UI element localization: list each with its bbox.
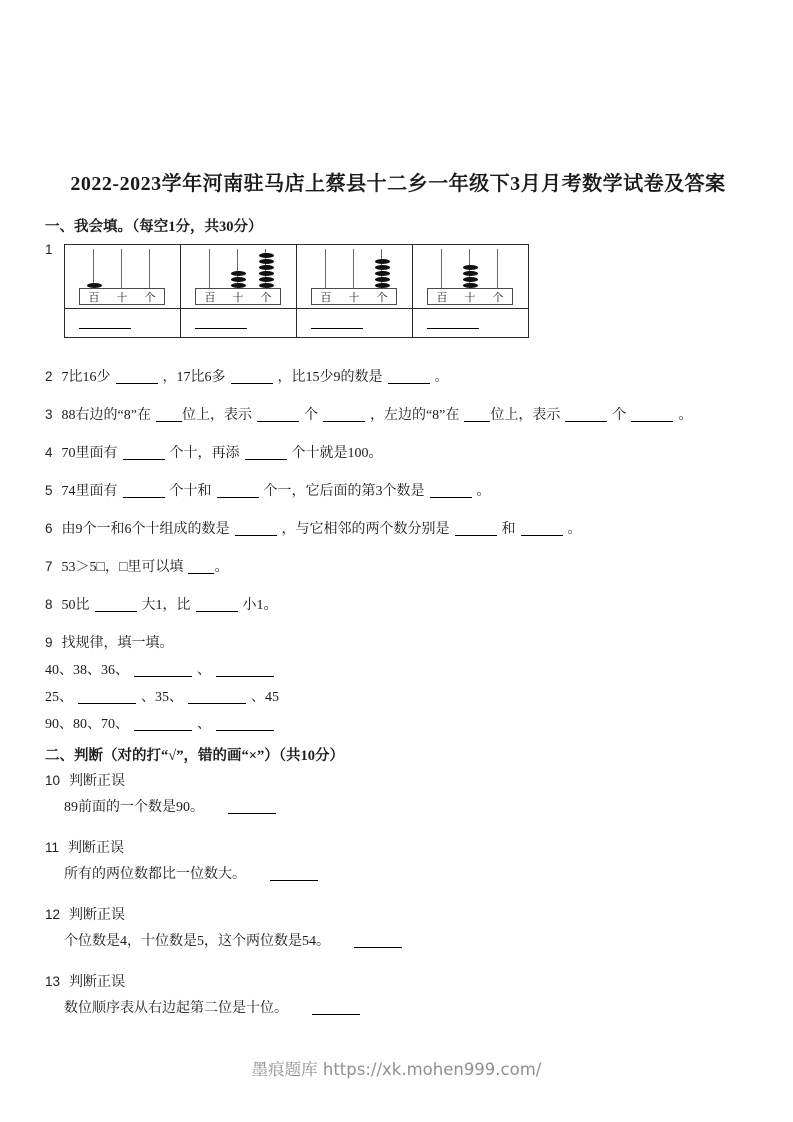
question-4 <box>45 445 751 462</box>
abacus-bead <box>375 265 390 270</box>
question-text: 。 <box>214 560 229 575</box>
statement-text: 数位顺序表从右边起第二位是十位。 <box>64 1001 288 1016</box>
question-11-number: 11 <box>45 840 60 855</box>
answer-blank <box>245 447 287 460</box>
question-13 <box>45 974 751 1017</box>
judge-head <box>45 773 751 790</box>
question-text: 个十就是100。 <box>291 446 383 461</box>
answer-blank <box>235 523 277 536</box>
abacus-place-labels <box>311 288 397 305</box>
answer-blank <box>427 316 479 329</box>
judge-statement <box>45 800 751 816</box>
question-6-number: 6 <box>45 521 53 536</box>
question-text: 小1。 <box>242 598 278 613</box>
question-4-number: 4 <box>45 445 53 460</box>
answer-blank <box>216 664 274 677</box>
abacus-bead <box>463 277 478 282</box>
place-label: 百 <box>204 291 216 304</box>
abacus-place-labels <box>79 288 165 305</box>
question-text: 找规律，填一填。 <box>61 636 174 651</box>
answer-blank <box>231 371 273 384</box>
abacus-cell-3 <box>296 245 412 309</box>
sequence-3 <box>45 717 751 733</box>
question-text: 由9个一和6个十组成的数是 <box>61 522 230 537</box>
answer-blank <box>388 371 430 384</box>
abacus-table <box>64 244 529 338</box>
sequence-2 <box>45 690 751 706</box>
judge-statement <box>45 934 751 950</box>
answer-blank <box>195 316 247 329</box>
answer-blank <box>323 409 365 422</box>
question-5-number: 5 <box>45 483 53 498</box>
question-text: 个十和 <box>169 484 212 499</box>
question-3-number: 3 <box>45 407 53 422</box>
abacus-figure-4 <box>422 247 518 305</box>
question-text: ，左边的“8”在 <box>369 408 460 423</box>
sequence-1 <box>45 663 751 679</box>
abacus-answer-row <box>64 309 528 338</box>
answer-blank <box>521 523 563 536</box>
abacus-rod-tens <box>121 249 122 288</box>
answer-blank <box>216 718 274 731</box>
judge-label: 判断正误 <box>69 975 126 990</box>
answer-cell-2 <box>180 309 296 338</box>
question-8 <box>45 597 751 614</box>
place-label: 十 <box>348 291 360 304</box>
answer-blank <box>116 371 158 384</box>
abacus-bead <box>259 265 274 270</box>
question-12 <box>45 907 751 950</box>
judge-statement <box>45 867 751 883</box>
question-text: ，与它相邻的两个数分别是 <box>281 522 450 537</box>
question-7-number: 7 <box>45 559 53 574</box>
answer-blank <box>188 691 246 704</box>
place-label: 十 <box>232 291 244 304</box>
answer-blank <box>123 485 165 498</box>
question-text: 53＞5□，□里可以填 <box>61 560 184 575</box>
question-7 <box>45 559 751 576</box>
answer-blank <box>196 599 238 612</box>
question-12-number: 12 <box>45 907 61 922</box>
question-13-number: 13 <box>45 974 61 989</box>
abacus-bead <box>259 271 274 276</box>
question-text: 。 <box>434 370 449 385</box>
abacus-bead <box>463 271 478 276</box>
answer-blank <box>430 485 472 498</box>
abacus-figure-1 <box>74 247 170 305</box>
abacus-bead <box>231 277 246 282</box>
question-text: 位上，表示 <box>490 408 561 423</box>
abacus-row <box>64 245 528 309</box>
sequence-text: 、 <box>197 663 211 678</box>
abacus-cell-4 <box>412 245 528 309</box>
section1-heading: 一、我会填。（每空1分，共30分） <box>45 219 263 235</box>
answer-blank <box>156 409 182 422</box>
question-9 <box>45 635 751 652</box>
abacus-beads-tens <box>462 264 478 288</box>
judge-head <box>45 840 751 857</box>
question-10 <box>45 773 751 816</box>
abacus-rod-hundreds <box>441 249 442 288</box>
answer-blank <box>123 447 165 460</box>
abacus-figure-3 <box>306 247 402 305</box>
sequence-text: 90、80、70、 <box>45 717 129 732</box>
abacus-rod-hundreds <box>209 249 210 288</box>
answer-blank <box>311 316 363 329</box>
abacus-rod-hundreds <box>325 249 326 288</box>
answer-blank <box>354 935 402 948</box>
question-2 <box>45 369 751 386</box>
question-text: 74里面有 <box>61 484 118 499</box>
section2-heading: 二、判断（对的打“√”，错的画“×”）（共10分） <box>45 748 344 764</box>
abacus-cell-1 <box>64 245 180 309</box>
question-1 <box>45 244 751 338</box>
abacus-rod-ones <box>149 249 150 288</box>
place-label: 个 <box>260 291 272 304</box>
sequence-text: 、45 <box>251 690 279 705</box>
answer-blank <box>312 1002 360 1015</box>
question-text: 位上，表示 <box>181 408 252 423</box>
answer-blank <box>217 485 259 498</box>
judge-head <box>45 974 751 991</box>
abacus-beads-ones <box>258 252 274 288</box>
place-label: 十 <box>116 291 128 304</box>
question-1-number: 1 <box>45 242 53 257</box>
answer-cell-1 <box>64 309 180 338</box>
abacus-place-labels <box>195 288 281 305</box>
question-6 <box>45 521 751 538</box>
abacus-bead <box>259 259 274 264</box>
abacus-bead <box>375 277 390 282</box>
judge-label: 判断正误 <box>68 841 125 856</box>
question-11 <box>45 840 751 883</box>
judge-head <box>45 907 751 924</box>
abacus-bead <box>375 259 390 264</box>
abacus-bead <box>375 271 390 276</box>
question-text: 和 <box>501 522 516 537</box>
statement-text: 89前面的一个数是90。 <box>64 800 204 815</box>
sequence-text: 25、 <box>45 690 73 705</box>
abacus-bead <box>231 271 246 276</box>
question-text: 。 <box>476 484 491 499</box>
question-text: ，17比6多 <box>162 370 226 385</box>
answer-blank <box>134 664 192 677</box>
question-10-number: 10 <box>45 773 61 788</box>
place-label: 个 <box>144 291 156 304</box>
sequence-text: 、35、 <box>141 690 183 705</box>
abacus-beads-ones <box>374 258 390 288</box>
question-text: 50比 <box>61 598 90 613</box>
question-text: 。 <box>567 522 582 537</box>
question-text: 个 <box>612 408 627 423</box>
question-3 <box>45 407 751 424</box>
judge-label: 判断正误 <box>69 774 126 789</box>
judge-statement <box>45 1001 751 1017</box>
question-text: 大1，比 <box>141 598 191 613</box>
question-5 <box>45 483 751 500</box>
answer-blank <box>270 868 318 881</box>
answer-blank <box>464 409 490 422</box>
answer-blank <box>565 409 607 422</box>
question-8-number: 8 <box>45 597 53 612</box>
abacus-bead <box>463 265 478 270</box>
answer-cell-4 <box>412 309 528 338</box>
question-text: 88右边的“8”在 <box>61 408 151 423</box>
sequence-text: 40、38、36、 <box>45 663 129 678</box>
abacus-rod-ones <box>497 249 498 288</box>
question-text: 70里面有 <box>61 446 118 461</box>
answer-blank <box>228 801 276 814</box>
answer-blank <box>134 718 192 731</box>
place-label: 个 <box>492 291 504 304</box>
place-label: 十 <box>464 291 476 304</box>
answer-cell-3 <box>296 309 412 338</box>
question-text: ，比15少9的数是 <box>277 370 383 385</box>
abacus-cell-2 <box>180 245 296 309</box>
question-text: 个 <box>303 408 318 423</box>
statement-text: 个位数是4，十位数是5，这个两位数是54。 <box>64 934 330 949</box>
answer-blank <box>79 316 131 329</box>
answer-blank <box>631 409 673 422</box>
question-text: 个十，再添 <box>169 446 240 461</box>
answer-blank <box>95 599 137 612</box>
abacus-bead <box>259 253 274 258</box>
place-label: 个 <box>376 291 388 304</box>
abacus-place-labels <box>427 288 513 305</box>
answer-blank <box>78 691 136 704</box>
statement-text: 所有的两位数都比一位数大。 <box>64 867 246 882</box>
question-text: 。 <box>678 408 693 423</box>
judge-label: 判断正误 <box>69 908 126 923</box>
answer-blank <box>455 523 497 536</box>
abacus-rod-tens <box>353 249 354 288</box>
place-label: 百 <box>88 291 100 304</box>
question-text: 个一，它后面的第3个数是 <box>263 484 425 499</box>
question-text: 7比16少 <box>61 370 111 385</box>
answer-blank <box>188 561 214 574</box>
answer-blank <box>257 409 299 422</box>
place-label: 百 <box>436 291 448 304</box>
page-title: 2022-2023学年河南驻马店上蔡县十二乡一年级下3月月考数学试卷及答案 <box>70 173 726 195</box>
abacus-figure-2 <box>190 247 286 305</box>
question-9-number: 9 <box>45 635 53 650</box>
watermark-footer: 墨痕题库 https://xk.mohen999.com/ <box>251 1060 542 1079</box>
place-label: 百 <box>320 291 332 304</box>
question-2-number: 2 <box>45 369 53 384</box>
sequence-text: 、 <box>197 717 211 732</box>
abacus-beads-tens <box>230 270 246 288</box>
abacus-bead <box>259 277 274 282</box>
